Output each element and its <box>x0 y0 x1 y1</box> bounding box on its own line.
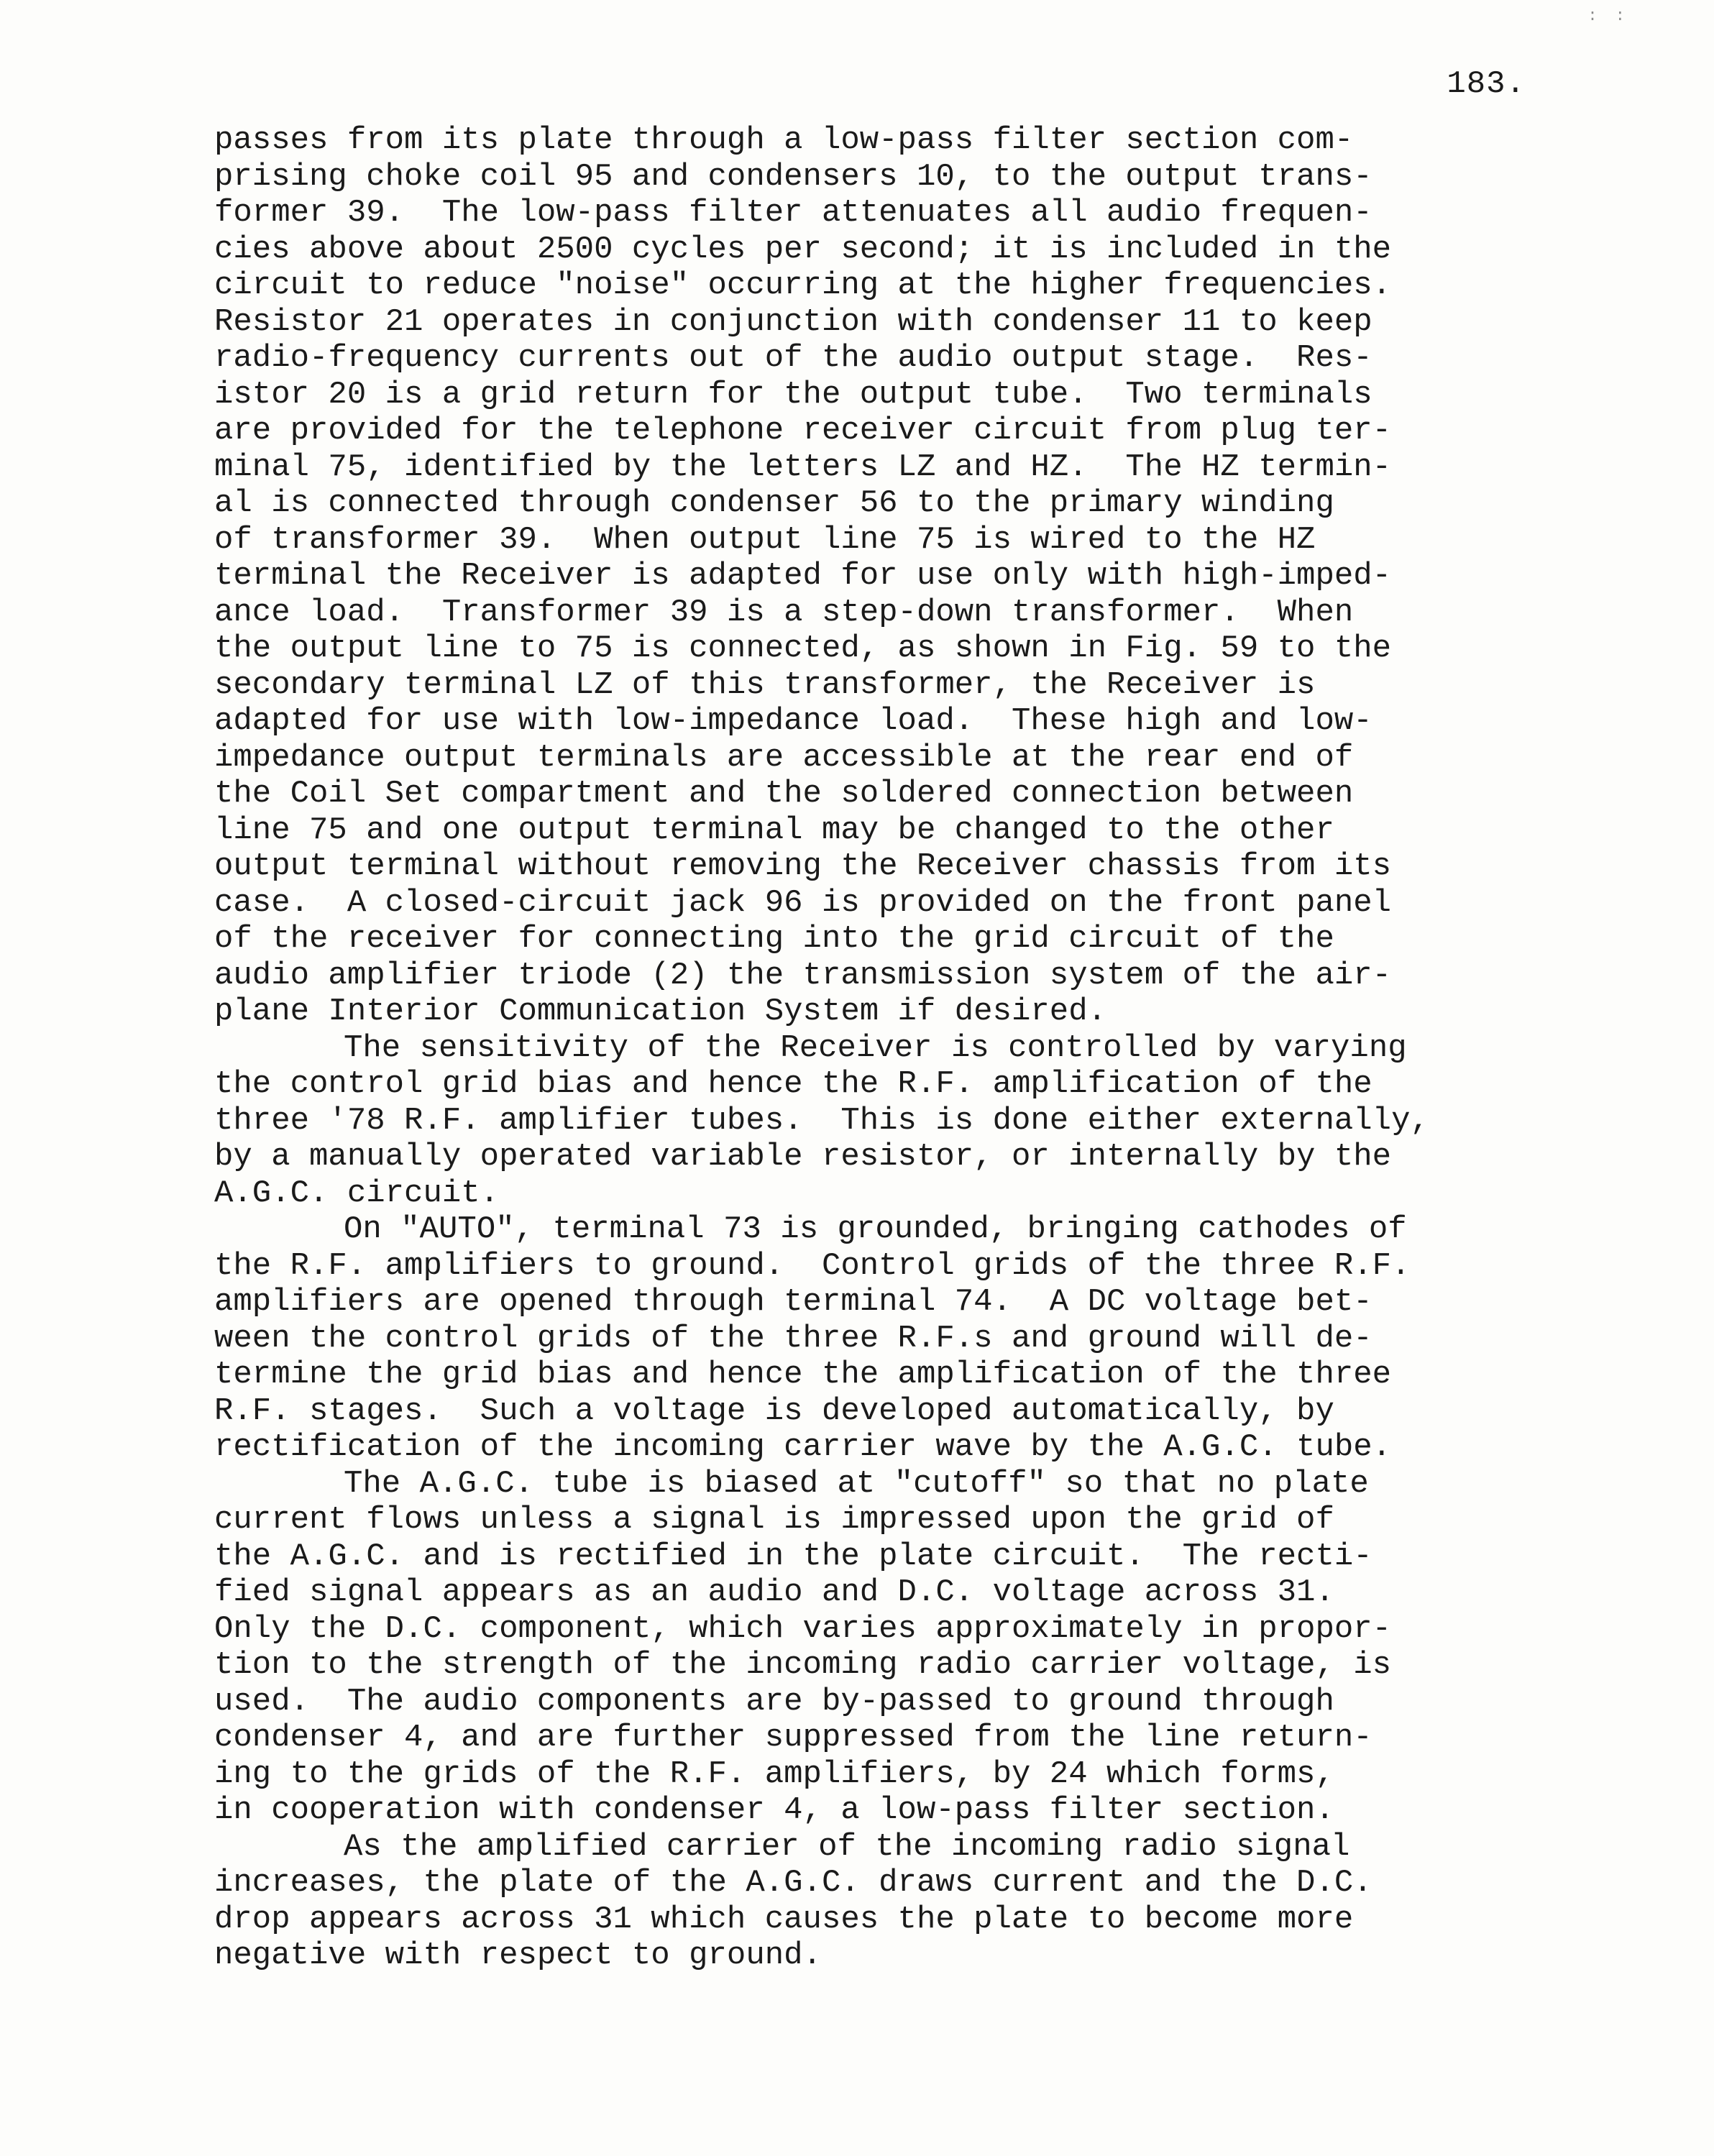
text-line: al is connected through condenser 56 to the primary winding <box>214 485 1334 521</box>
text-line: the control grid bias and hence the R.F. amplification of the <box>214 1066 1372 1102</box>
text-line: the output line to 75 is connected, as shown in Fig. 59 to the <box>214 630 1392 666</box>
text-line: drop appears across 31 which causes the plate to become more <box>214 1901 1354 1937</box>
text-line: increases, the plate of the A.G.C. draws current and the D.C. <box>214 1865 1372 1901</box>
text-line: of transformer 39. When output line 75 is wired to the HZ <box>214 521 1316 558</box>
text-line: in cooperation with condenser 4, a low-pass filter section. <box>214 1792 1334 1828</box>
text-line: case. A closed-circuit jack 96 is provided on the front panel <box>214 884 1392 921</box>
text-line: Only the D.C. component, which varies approximately in propor- <box>214 1610 1392 1647</box>
text-line: used. The audio components are by-passed to ground through <box>214 1683 1334 1720</box>
text-line: cies above about 2500 cycles per second; it is included in the <box>214 231 1392 267</box>
text-line: by a manually operated variable resistor, or internally by the <box>214 1139 1392 1175</box>
text-line: secondary terminal LZ of this transformer, the Receiver is <box>214 666 1316 703</box>
text-line: The A.G.C. tube is biased at "cutoff" so that no plate <box>344 1465 1369 1502</box>
text-line: the R.F. amplifiers to ground. Control grids of the three R.F. <box>214 1247 1411 1284</box>
text-line: ween the control grids of the three R.F.s and ground will de- <box>214 1320 1372 1357</box>
text-line: prising choke coil 95 and condensers 10, to the output trans- <box>214 158 1372 195</box>
text-line: negative with respect to ground. <box>214 1937 822 1973</box>
text-line: output terminal without removing the Receiver chassis from its <box>214 848 1392 884</box>
text-line: audio amplifier triode (2) the transmission system of the air- <box>214 957 1392 994</box>
body-text <box>214 122 1580 1974</box>
text-line: adapted for use with low-impedance load. These high and low- <box>214 703 1372 739</box>
text-line: of the receiver for connecting into the grid circuit of the <box>214 921 1334 957</box>
text-line: tion to the strength of the incoming radio carrier voltage, is <box>214 1647 1392 1683</box>
text-line: line 75 and one output terminal may be changed to the other <box>214 812 1334 848</box>
text-line: ing to the grids of the R.F. amplifiers, by 24 which forms, <box>214 1756 1334 1792</box>
text-line: termine the grid bias and hence the amplification of the three <box>214 1357 1392 1393</box>
text-line: three '78 R.F. amplifier tubes. This is done either externally, <box>214 1102 1429 1139</box>
text-line: rectification of the incoming carrier wave by the A.G.C. tube. <box>214 1429 1392 1465</box>
scan-specks: : : <box>1587 7 1629 25</box>
text-line: istor 20 is a grid return for the output tube. Two terminals <box>214 376 1372 413</box>
text-line: terminal the Receiver is adapted for use only with high-imped- <box>214 558 1392 594</box>
text-line: ance load. Transformer 39 is a step-down transformer. When <box>214 594 1354 630</box>
text-line: The sensitivity of the Receiver is controlled by varying <box>344 1029 1407 1066</box>
text-line: amplifiers are opened through terminal 74. A DC voltage bet- <box>214 1284 1372 1320</box>
text-line: the Coil Set compartment and the soldered connection between <box>214 776 1354 812</box>
text-line: plane Interior Communication System if desired. <box>214 994 1107 1029</box>
text-line: A.G.C. circuit. <box>214 1175 500 1211</box>
text-line: As the amplified carrier of the incoming radio signal <box>344 1828 1350 1865</box>
text-line: the A.G.C. and is rectified in the plate circuit. The recti- <box>214 1538 1372 1574</box>
text-line: circuit to reduce "noise" occurring at the higher frequencies. <box>214 267 1392 303</box>
text-line: Resistor 21 operates in conjunction with condenser 11 to keep <box>214 303 1372 340</box>
text-line: radio-frequency currents out of the audio output stage. Res- <box>214 340 1372 376</box>
text-line: impedance output terminals are accessible at the rear end of <box>214 739 1354 776</box>
text-line: passes from its plate through a low-pass filter section com- <box>214 122 1354 158</box>
text-line: current flows unless a signal is impressed upon the grid of <box>214 1502 1334 1538</box>
text-line: condenser 4, and are further suppressed from the line return- <box>214 1720 1372 1756</box>
text-line: On "AUTO", terminal 73 is grounded, bringing cathodes of <box>344 1211 1407 1247</box>
text-line: minal 75, identified by the letters LZ and HZ. The HZ termin- <box>214 449 1392 485</box>
text-line: R.F. stages. Such a voltage is developed automatically, by <box>214 1393 1334 1429</box>
page-number: 183. <box>1447 66 1526 102</box>
text-line: are provided for the telephone receiver circuit from plug ter- <box>214 413 1392 449</box>
text-line: former 39. The low-pass filter attenuates all audio frequen- <box>214 195 1372 231</box>
text-line: fied signal appears as an audio and D.C. voltage across 31. <box>214 1574 1334 1610</box>
